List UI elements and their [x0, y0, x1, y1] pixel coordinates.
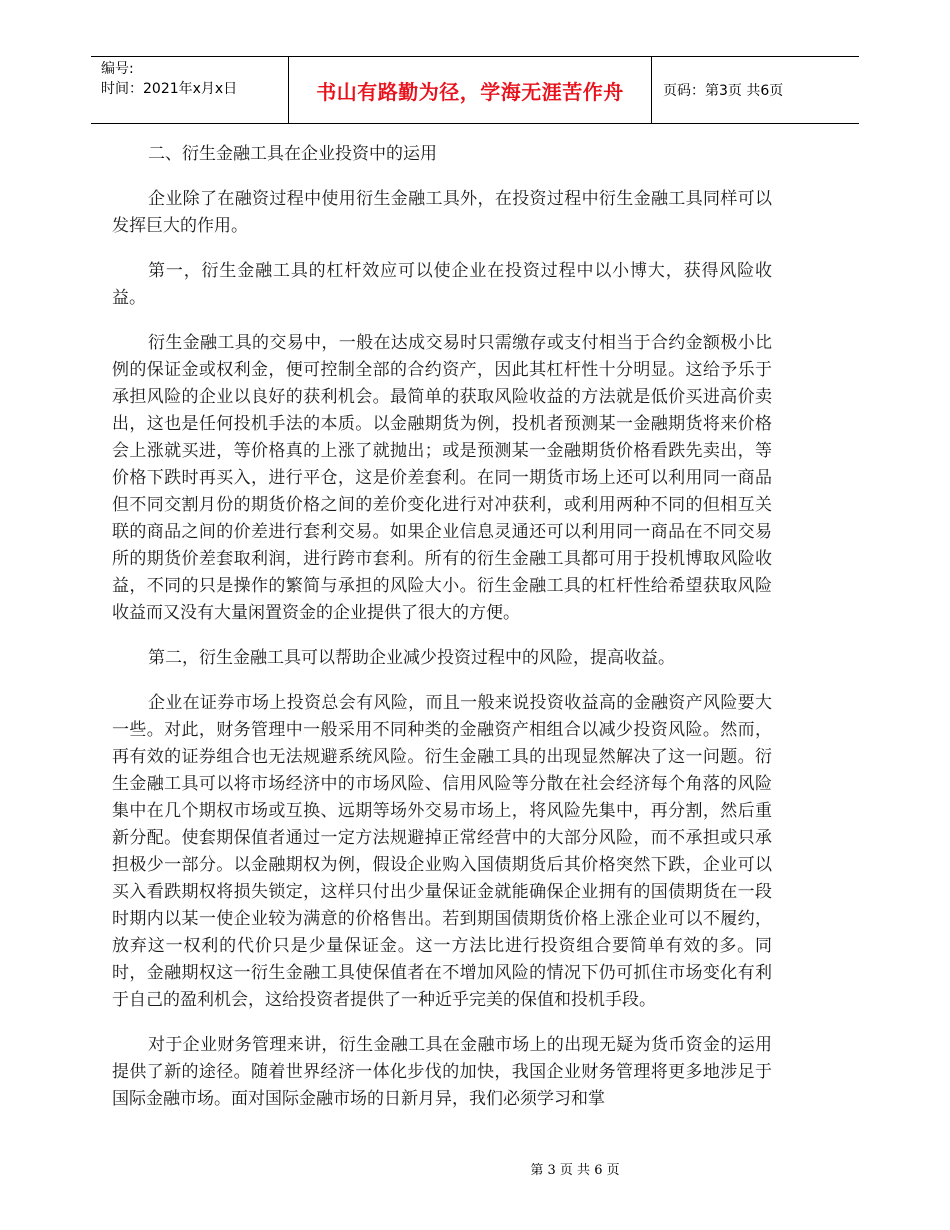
paragraph: 第二，衍生金融工具可以帮助企业减少投资过程中的风险，提高收益。 [148, 648, 675, 668]
header-page-info: 页码：第3页 共6页 [663, 83, 784, 99]
header-meta [101, 59, 237, 99]
page-footer [0, 1159, 950, 1178]
paragraph: 对于企业财务管理来讲，衍生金融工具在金融市场上的出现无疑为货币资金的运用提供了新的途径。随着世界经济一体化步伐的加快，我国企业财务管理将更多地涉足于国际金融市场。面对国际金融市场的日新月异，我们必须学习和掌 [112, 1035, 772, 1109]
header-motto: 书山有路勤为径，学海无涯苦作舟 [316, 79, 624, 104]
paragraph: 企业在证券市场上投资总会有风险，而且一般来说投资收益高的金融资产风险要大一些。对此，财务管理中一般采用不同种类的金融资产相组合以减少投资风险。然而，再有效的证券组合也无法规避系统风险。衍生金融工具的出现显然解决了这一问题。衍生金融工具可以将市场经济中的市场风险、信用风险等分散在社会经济每个角落的风险集中在几个期权市场或互换、远期等场外交易市场上，将风险先集中，再分割，然后重新分配。使套期保值者通过一定方法规避掉正常经营中的大部分风险，而不承担或只承担极少一部分。以金融期权为例，假设企业购入国债期货后其价格突然下跌，企业可以买入看跌期权将损失锁定，这样只付出少量保证金就能确保企业拥有的国债期货在一段时期内以某一使企业较为满意的价格售出。若到期国债期货价格上涨企业可以不履约，放弃这一权利的代价只是少量保证金。这一方法比进行投资组合要简单有效的多。同时，金融期权这一衍生金融工具使保值者在不增加风险的情况下仍可抓住市场变化有利于自己的盈利机会，这给投资者提供了一种近乎完美的保值和投机手段。 [112, 693, 772, 1010]
document-body [112, 140, 772, 1131]
header-divider [651, 57, 652, 123]
footer-page-number: 第 3 页 共 6 页 [530, 1163, 620, 1178]
section-title: 二、衍生金融工具在企业投资中的运用 [148, 144, 437, 164]
paragraph: 第一，衍生金融工具的杠杆效应可以使企业在投资过程中以小博大，获得风险收益。 [112, 261, 772, 308]
paragraph: 企业除了在融资过程中使用衍生金融工具外，在投资过程中衍生金融工具同样可以发挥巨大的作用。 [112, 189, 772, 236]
paragraph: 衍生金融工具的交易中，一般在达成交易时只需缴存或支付相当于合约金额极小比例的保证金或权利金，便可控制全部的合约资产，因此其杠杆性十分明显。这给予乐于承担风险的企业以良好的获利机会。最简单的获取风险收益的方法就是低价买进高价卖出，这也是任何投机手法的本质。以金融期货为例，投机者预测某一金融期货将来价格会上涨就买进，等价格真的上涨了就抛出；或是预测某一金融期货价格看跌先卖出，等价格下跌时再买入，进行平仓，这是价差套利。在同一期货市场上还可以利用同一商品但不同交割月份的期货价格之间的差价变化进行对冲获利，或利用两种不同的但相互关联的商品之间的价差进行套利交易。如果企业信息灵通还可以利用同一商品在不同交易所的期货价差套取利润，进行跨市套利。所有的衍生金融工具都可用于投机博取风险收益，不同的只是操作的繁简与承担的风险大小。衍生金融工具的杠杆性给希望获取风险收益而又没有大量闲置资金的企业提供了很大的方便。 [112, 333, 772, 623]
number-label: 编号: [101, 61, 134, 77]
page-header [91, 56, 859, 124]
time-label: 时间：2021年x月x日 [101, 81, 238, 97]
